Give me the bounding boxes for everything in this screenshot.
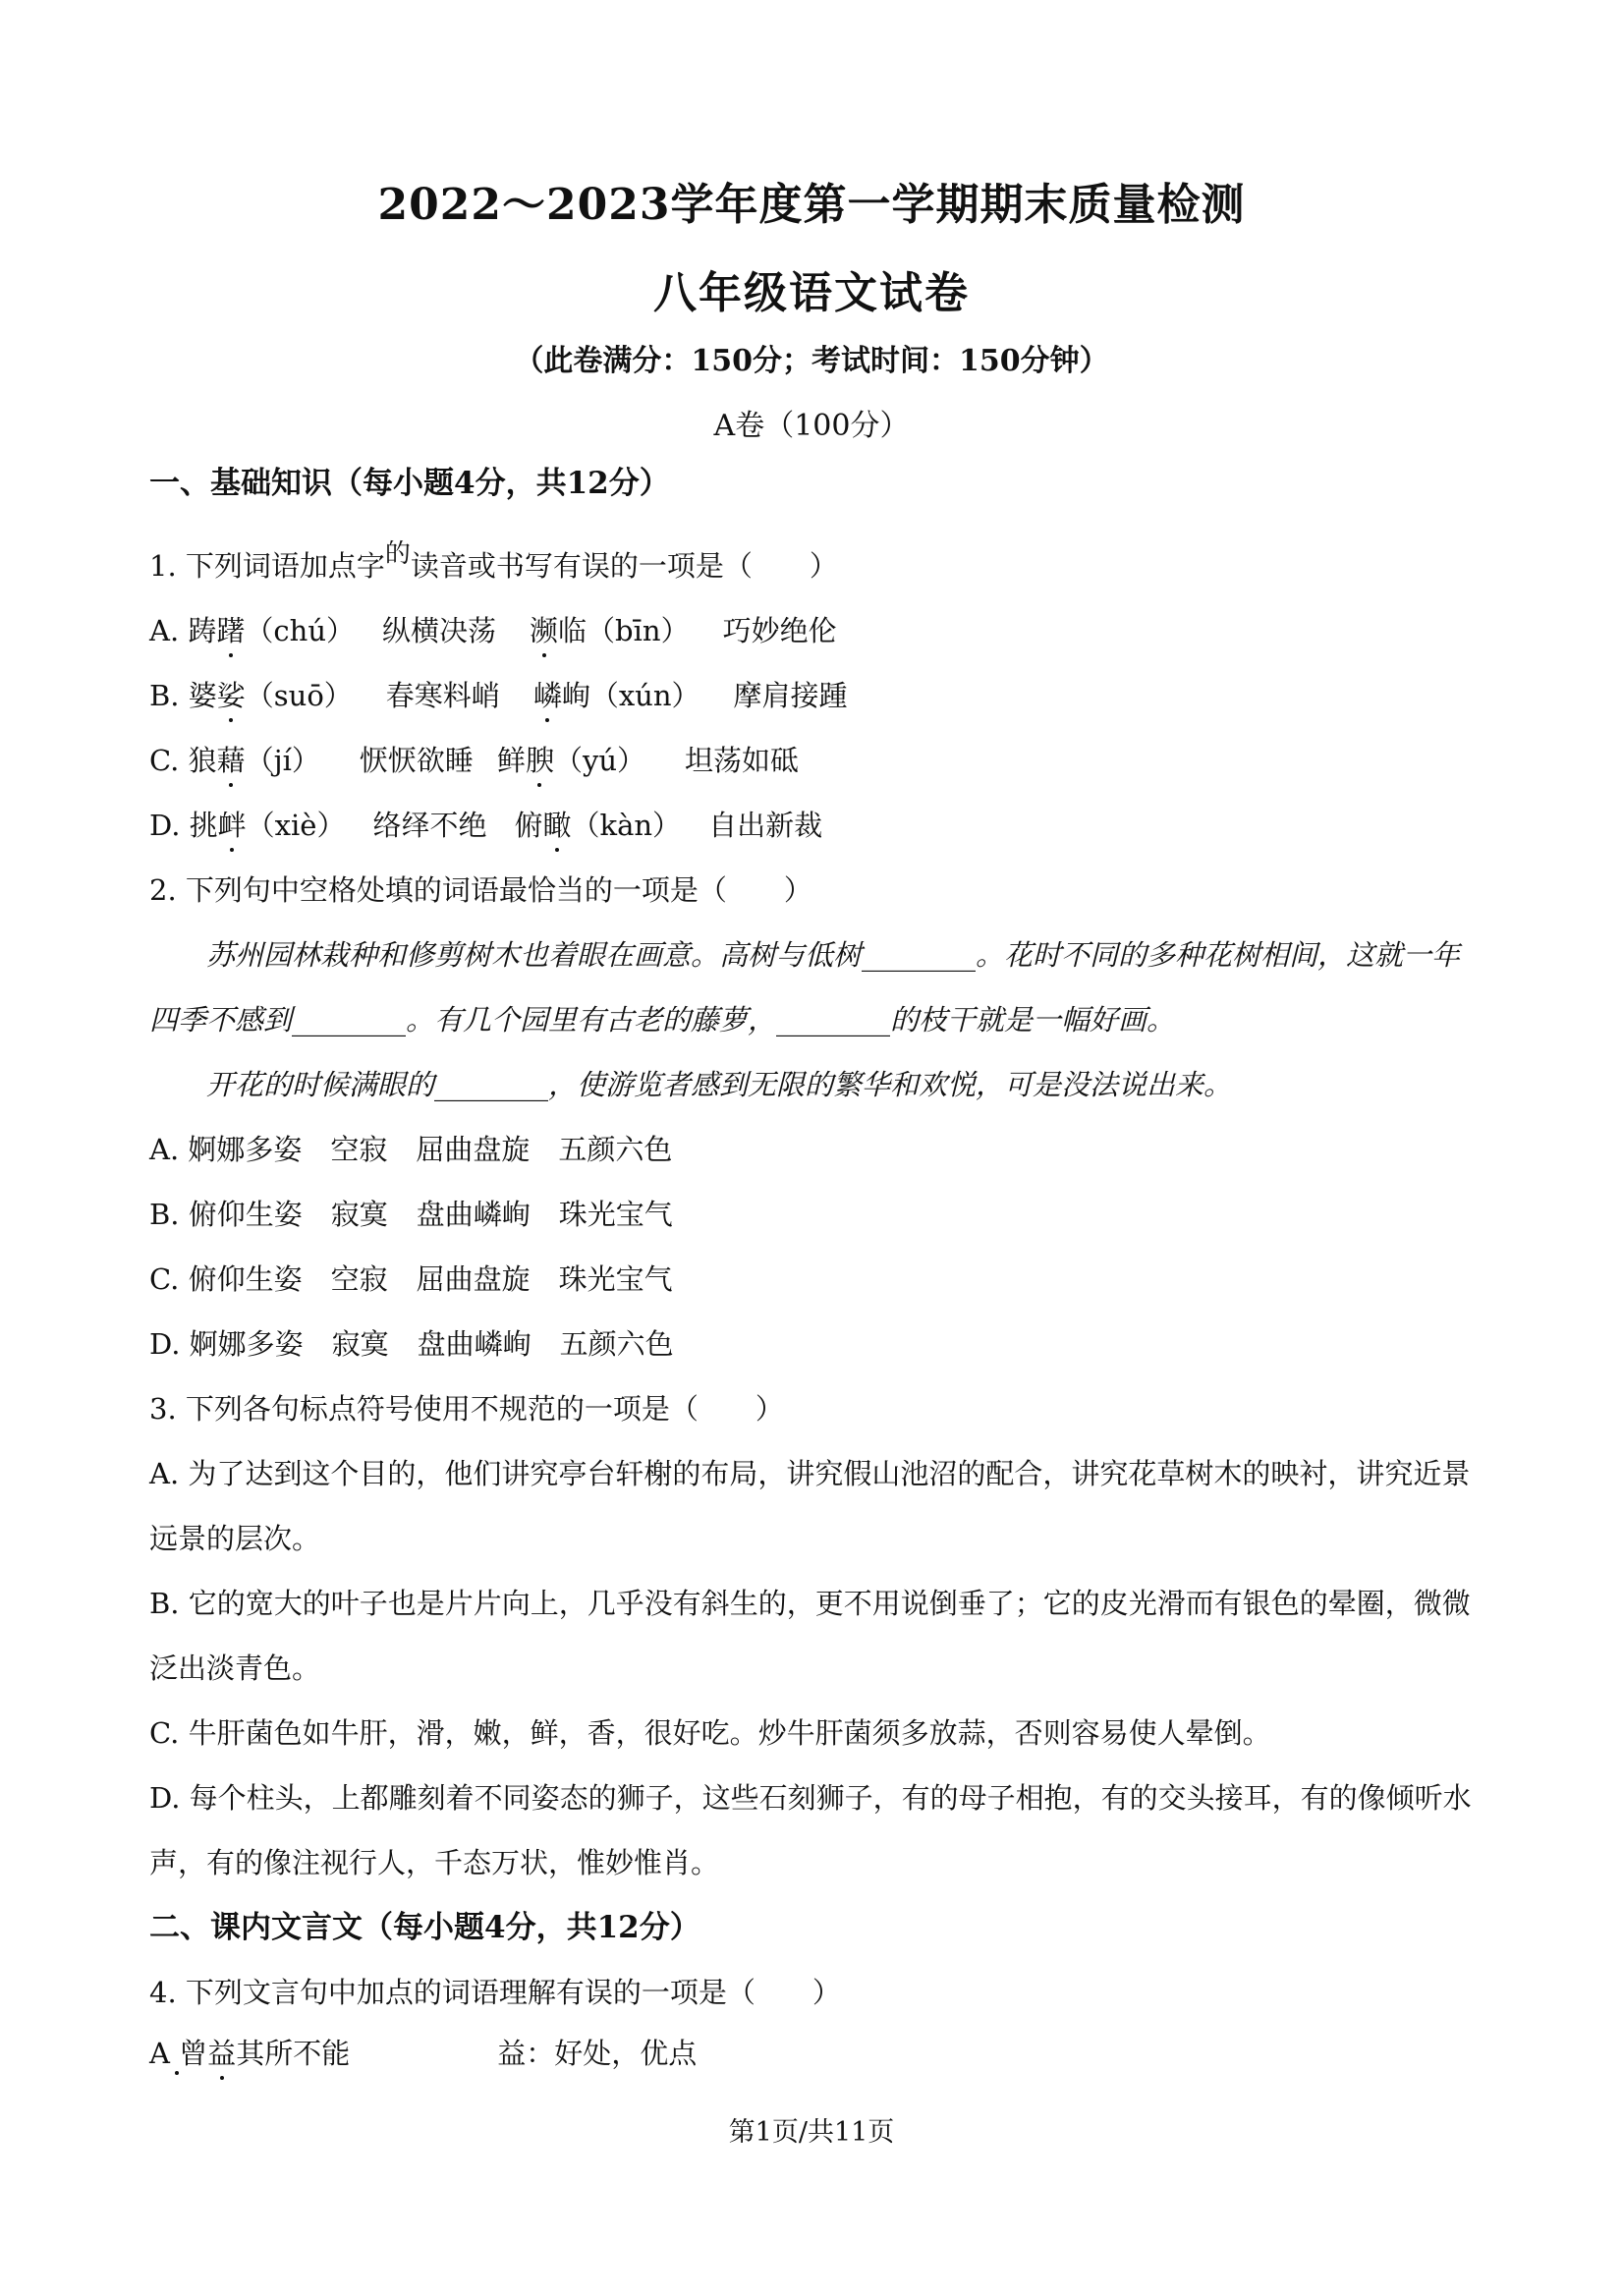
q3-option-a-line2: 远景的层次。 [149, 1522, 321, 1555]
q1b-dot: 娑 [216, 679, 246, 712]
q1d-word3a: 俯 [514, 809, 543, 842]
q4a-dot: 益 [207, 2037, 237, 2070]
exam-info: （此卷满分：150分；考试时间：150分钟） [514, 344, 1109, 378]
question-3-stem: 3. 下列各句标点符号使用不规范的一项是（ ） [149, 1392, 784, 1426]
q1d-dot2: 瞰 [542, 809, 572, 842]
q1c-pinyin: （jí） [245, 744, 320, 777]
q1-stem-b: 读音或书写有误的一项是（ ） [410, 549, 838, 583]
q1a-word4: 巧妙绝伦 [722, 614, 837, 647]
q4a-meaning: 益：好处，优点 [497, 2037, 698, 2070]
section-heading-1: 一、基础知识（每小题4分，共12分） [149, 466, 670, 501]
q1-stem-sup: 的 [384, 539, 411, 569]
q2-option-b: B. 俯仰生姿 寂寞 盘曲嶙峋 珠光宝气 [149, 1198, 673, 1231]
q1a-text: A. 踌 [149, 614, 217, 647]
q1d-pinyin2: （kàn） [571, 809, 682, 842]
q1b-text: B. 婆 [149, 679, 217, 712]
question-4-stem: 4. 下列文言句中加点的词语理解有误的一项是（ ） [149, 1976, 841, 2009]
q1-option-d [149, 806, 822, 845]
q2-option-d: D. 婀娜多姿 寂寞 盘曲嶙峋 五颜六色 [149, 1327, 674, 1361]
q3-option-a-line1: A. 为了达到这个目的，他们讲究亭台轩榭的布局，讲究假山池沼的配合，讲究花草树木的映衬，讲究近景 [149, 1457, 1471, 1490]
q1c-word4: 坦荡如砥 [685, 744, 800, 777]
q1c-word2: 恹恹欲睡 [359, 744, 474, 777]
q1-option-b [149, 676, 848, 715]
q1a-dot2: 濒 [530, 614, 559, 647]
q1b-word3: 峋（xún） [561, 679, 700, 712]
page-number: 第1页/共11页 [728, 2117, 895, 2148]
q1d-dot: 衅 [217, 809, 247, 842]
q1a-pinyin: （chú） [245, 614, 356, 647]
volume-label: A卷（100分） [713, 409, 910, 443]
q1d-word4: 自出新裁 [708, 809, 823, 842]
q2-option-c: C. 俯仰生姿 空寂 屈曲盘旋 珠光宝气 [149, 1262, 673, 1296]
q1a-word2: 纵横决荡 [382, 614, 497, 647]
q2-passage-line-2: 四季不感到________。有几个园里有古老的藤萝，________的枝干就是一幅好画。 [149, 1003, 1176, 1036]
q1b-word2: 春寒料峭 [385, 679, 500, 712]
q1c-pinyin2: （yú） [553, 744, 645, 777]
q1b-pinyin: （suō） [245, 679, 353, 712]
q1-option-a [149, 611, 837, 650]
exam-title: 2022～2023学年度第一学期期末质量检测 [377, 180, 1246, 230]
q1a-word3: 临（bīn） [558, 614, 690, 647]
q1d-pinyin: （xiè） [246, 809, 346, 842]
question-1-stem [149, 539, 838, 588]
q1-option-c [149, 741, 799, 780]
q1c-text: C. 狼 [149, 744, 217, 777]
q1b-word4: 摩肩接踵 [733, 679, 848, 712]
q3-option-b-line1: B. 它的宽大的叶子也是片片向上，几乎没有斜生的，更不用说倒垂了；它的皮光滑而有银色的晕圈，微微 [149, 1587, 1471, 1620]
q4-option-a [149, 2034, 697, 2073]
q3-option-d-line1: D. 每个柱头，上都雕刻着不同姿态的狮子，这些石刻狮子，有的母子相抱，有的交头接耳，有的像倾听水 [149, 1781, 1472, 1815]
q1-stem-a: 1. 下列词语加点字 [149, 549, 385, 583]
q2-passage-line-3: 开花的时候满眼的________，使游览者感到无限的繁华和欢悦，可是没法说出来。 [206, 1068, 1233, 1101]
q1c-word3a: 鲜 [496, 744, 526, 777]
q3-option-c: C. 牛肝菌色如牛肝，滑，嫩，鲜，香，很好吃。炒牛肝菌须多放蒜，否则容易使人晕倒。 [149, 1716, 1271, 1750]
q4a-label: A 曾 [149, 2037, 208, 2070]
q1d-text: D. 挑 [149, 809, 218, 842]
section-heading-2: 二、课内文言文（每小题4分，共12分） [149, 1910, 700, 1945]
stray-dot [175, 2071, 179, 2075]
exam-subtitle: 八年级语文试卷 [653, 268, 970, 318]
q2-option-a: A. 婀娜多姿 空寂 屈曲盘旋 五颜六色 [149, 1133, 673, 1166]
q3-option-d-line2: 声，有的像注视行人，千态万状，惟妙惟肖。 [149, 1846, 720, 1879]
question-2-stem: 2. 下列句中空格处填的词语最恰当的一项是（ ） [149, 873, 812, 907]
q1c-dot2: 腴 [525, 744, 554, 777]
q1b-dot2: 嶙 [532, 679, 562, 712]
q4a-rest: 其所不能 [236, 2037, 351, 2070]
q1d-word2: 络绎不绝 [372, 809, 487, 842]
q1c-dot: 藉 [216, 744, 246, 777]
q2-passage-line-1: 苏州园林栽种和修剪树木也着眼在画意。高树与低树________。花时不同的多种花树相间，这就一年 [206, 938, 1461, 972]
q3-option-b-line2: 泛出淡青色。 [149, 1652, 321, 1685]
q1a-dot: 躇 [216, 614, 246, 647]
